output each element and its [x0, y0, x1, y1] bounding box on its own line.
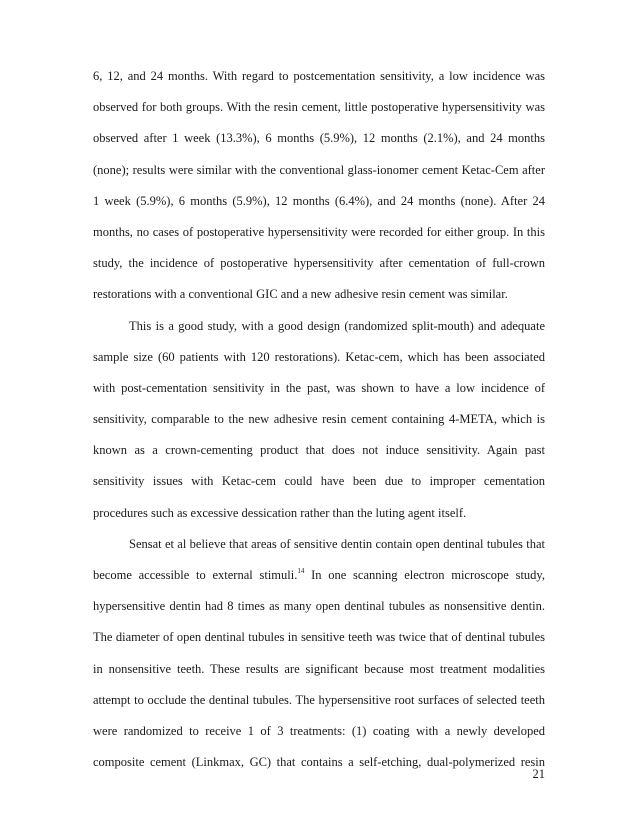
- citation-line-lead: become accessible to external stimuli.: [93, 568, 298, 582]
- text-line: known as a crown-cementing product that does not induce sensitivity. Again past: [93, 443, 545, 458]
- text-line: sensitivity issues with Ketac-cem could have been due to improper cementation: [93, 474, 545, 489]
- text-line: months, no cases of postoperative hypersensitivity were recorded for either group. In this: [93, 224, 545, 239]
- text-line: observed for both groups. With the resin cement, little postoperative hypersensitivity was: [93, 100, 545, 115]
- paragraph-end-line: procedures such as excessive dessication rather than the luting agent itself.: [93, 505, 467, 520]
- paragraph-first-line: This is a good study, with a good design (randomized split-mouth) and adequate: [129, 318, 545, 333]
- text-line: were randomized to receive 1 of 3 treatments: (1) coating with a newly developed: [93, 723, 545, 738]
- citation-line-tail: In one scanning electron microscope study,: [311, 568, 545, 582]
- text-line: The diameter of open dentinal tubules in sensitive teeth was twice that of dentinal tubules: [93, 630, 545, 645]
- paragraph-end-line: restorations with a conventional GIC and a new adhesive resin cement was similar.: [93, 287, 508, 302]
- paragraph-first-line: Sensat et al believe that areas of sensitive dentin contain open dentinal tubules that: [129, 536, 545, 551]
- text-line: in nonsensitive teeth. These results are significant because most treatment modalities: [93, 661, 545, 676]
- body-text: [93, 65, 545, 782]
- citation-line: [93, 564, 545, 595]
- text-line: study, the incidence of postoperative hypersensitivity after cementation of full-crown: [93, 256, 545, 271]
- text-line: sample size (60 patients with 120 restorations). Ketac-cem, which has been associated: [93, 349, 545, 364]
- text-line: observed after 1 week (13.3%), 6 months (5.9%), 12 months (2.1%), and 24 months: [93, 131, 545, 146]
- text-line: with post-cementation sensitivity in the past, was shown to have a low incidence of: [93, 380, 545, 395]
- text-line: attempt to occlude the dentinal tubules. The hypersensitive root surfaces of selected teeth: [93, 692, 545, 707]
- citation-reference: 14: [297, 567, 305, 575]
- text-line: sensitivity, comparable to the new adhesive resin cement containing 4-META, which is: [93, 412, 545, 427]
- text-line: (none); results were similar with the conventional glass-ionomer cement Ketac-Cem after: [93, 162, 545, 177]
- text-line: 6, 12, and 24 months. With regard to postcementation sensitivity, a low incidence was: [93, 69, 545, 83]
- page-number: 21: [532, 767, 545, 781]
- text-line: 1 week (5.9%), 6 months (5.9%), 12 months (6.4%), and 24 months (none). After 24: [93, 193, 545, 208]
- text-line: hypersensitive dentin had 8 times as many open dentinal tubules as nonsensitive dentin.: [93, 599, 545, 614]
- text-line: composite cement (Linkmax, GC) that contains a self-etching, dual-polymerized resin: [93, 755, 545, 770]
